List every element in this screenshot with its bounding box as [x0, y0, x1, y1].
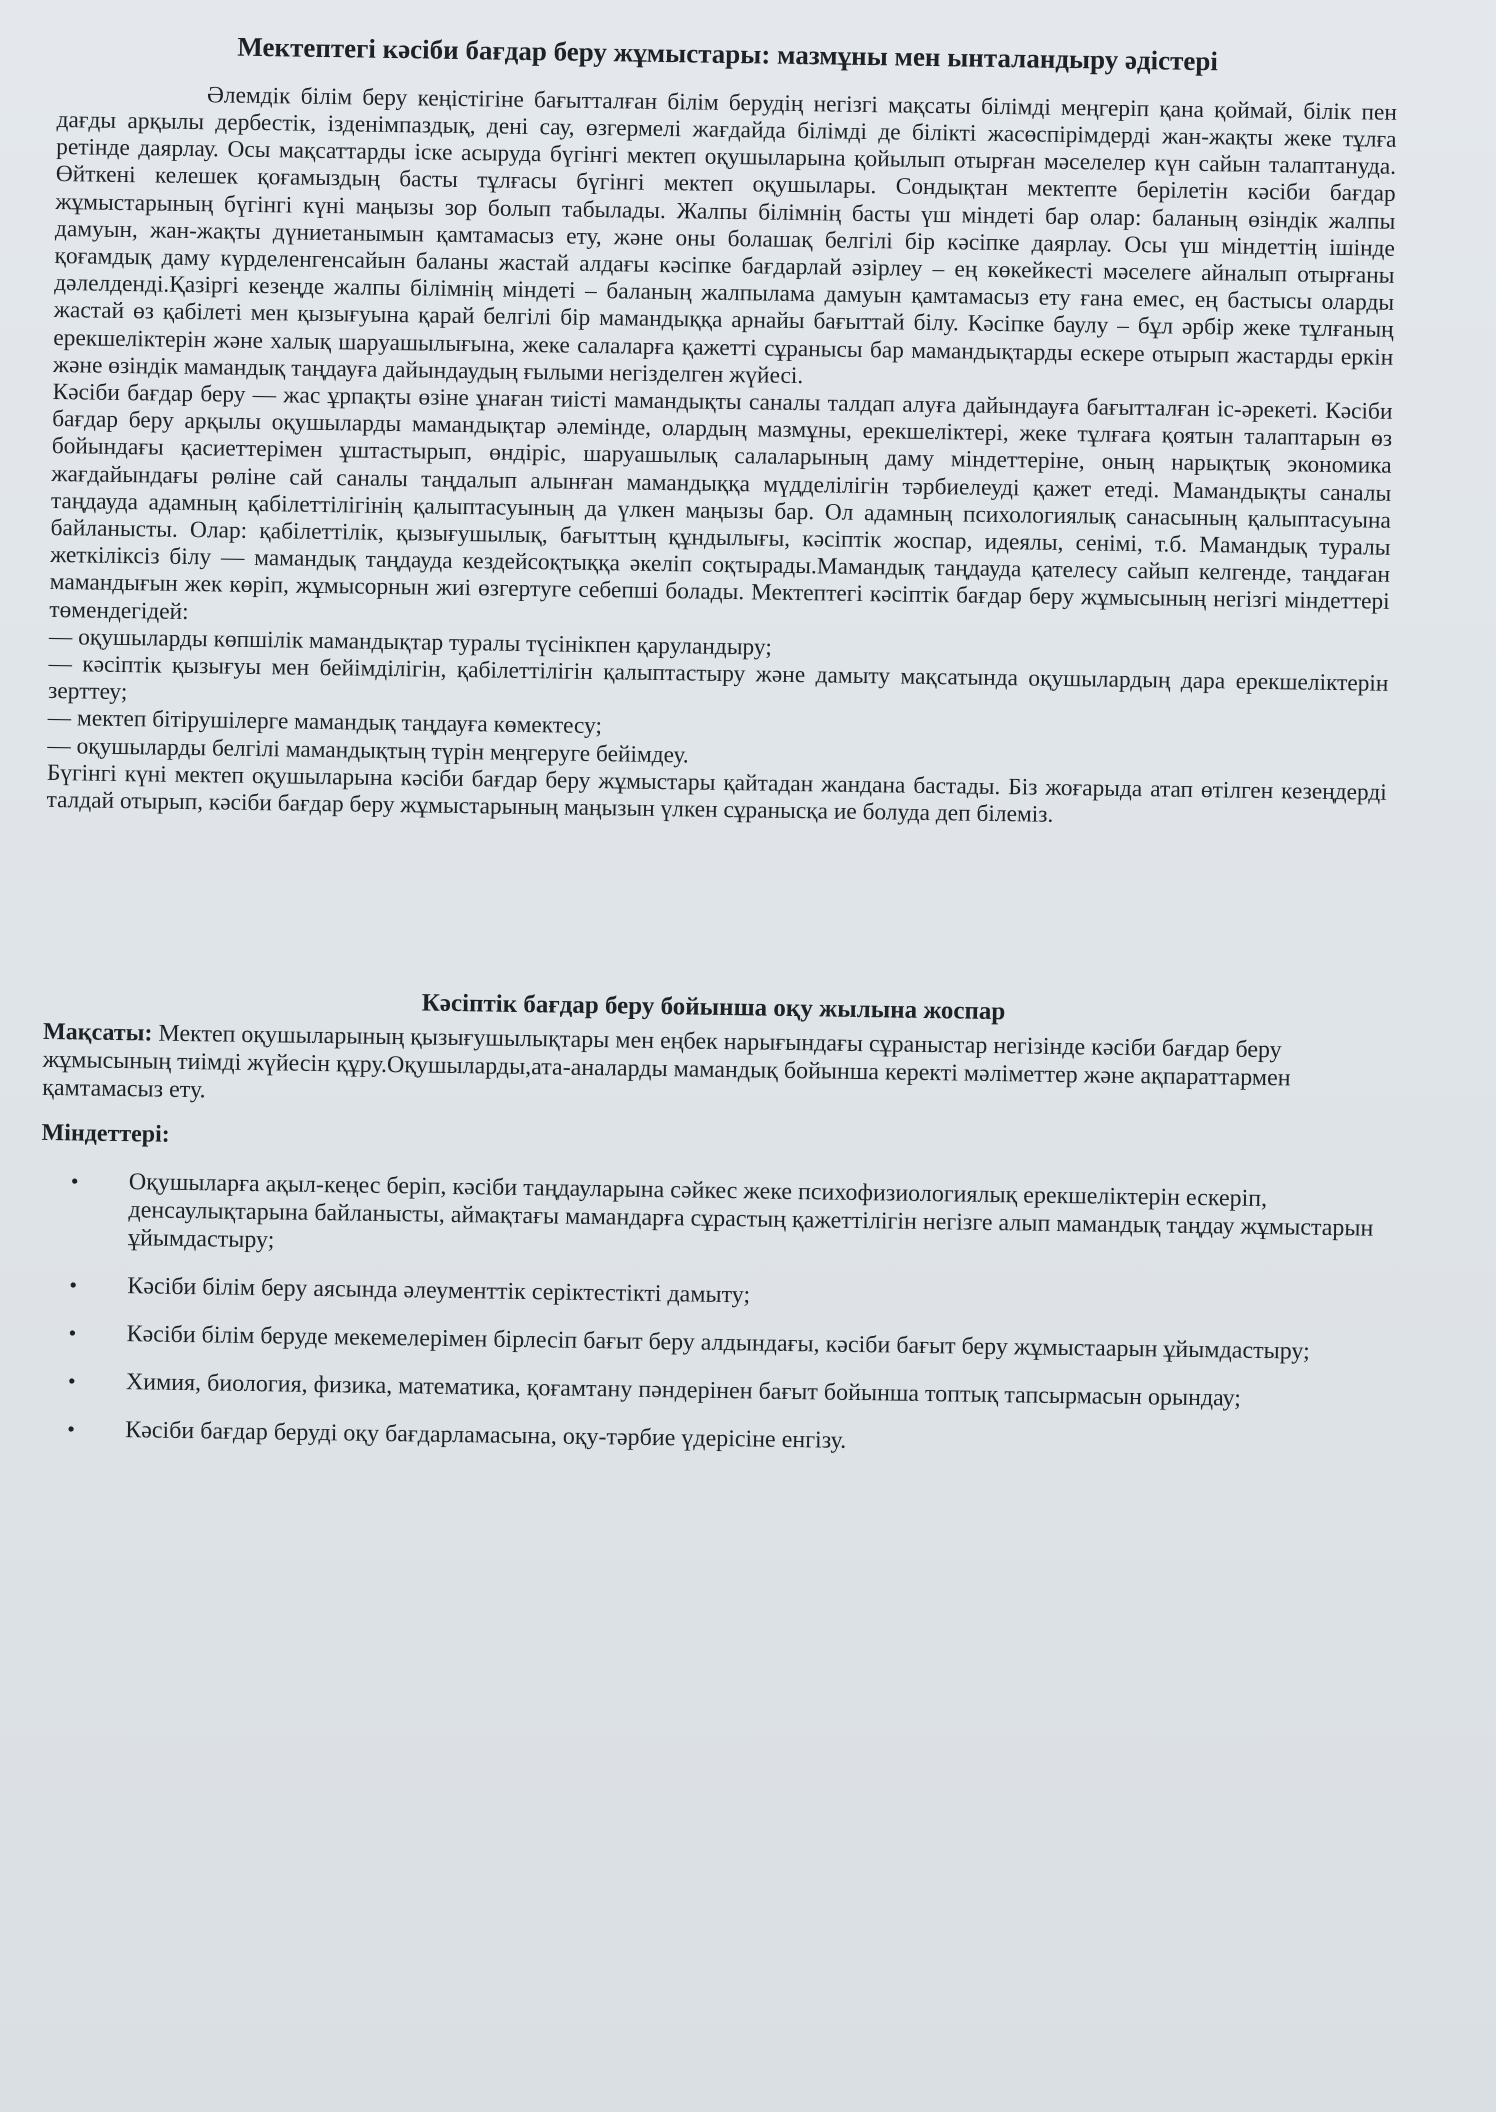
document-title: Мектептегі кәсіби бағдар беру жұмыстары: мазмұны мен ынталандыру әдістері: [237, 31, 1219, 77]
bullet-icon: •: [70, 1168, 79, 1194]
task-text: Химия, биология, физика, математика, қоғамтану пәндерінен бағыт бойынша топтық тапсырмасын орындау;: [125, 1369, 1242, 1412]
bullet-icon: •: [67, 1368, 76, 1394]
plan-title: Кәсіптік бағдар беру бойынша оқу жылына жоспар: [421, 989, 1006, 1026]
task-text: Оқушыларға ақыл-кеңес беріп, кәсіби таңдауларына сәйкес жеке психофизиологиялық ерекшеліктерін ескеріп, денсаулықтарына байланысты, аймақтағы мамандарға сұрастың қажеттілігін негізге алып мамандық таңдау жұмыстарын ұйымдастыру;: [127, 1169, 1374, 1254]
bullet-icon: •: [69, 1272, 78, 1298]
goal-text: Мектеп оқушыларының қызығушылықтары мен еңбек нарығындағы сұраныстар негізінде кәсіби бағдар беру жұмысының тиімді жүйесін құру.Оқушыларды,ата-аналарды мамандық бойынша керекті мәліметтер және ақпараттармен қамтамасыз ету.: [42, 1020, 1291, 1104]
task-item: [68, 1368, 1378, 1415]
task-text: Кәсіби білім беру аясында әлеументтік серіктестікті дамыту;: [127, 1273, 751, 1309]
task-item: [68, 1320, 1378, 1367]
paragraph-intro: Әлемдік білім беру кеңістігіне бағытталған білім берудің негізгі мақсаты білімді меңгеріп қана қоймай, білік пен дағды арқылы дербестік, ізденімпаздық, дені сау, өзгермелі жағдайда білімді де білікті жасөспірімдерді жан-жақты жеке тұлға ретінде даярлау. Осы мақсаттарды іске асыруда бүгінгі мектеп оқушыларына қойылып отырған мәселелер күн сайын талаптануда. Өйткені келешек қоғамыздың басты тұлғасы бүгінгі мектеп оқушылары. Сондықтан мектепте берілетін кәсіби бағдар жұмыстарының бүгінгі күні маңызы зор болып табылады. Жалпы білімнің басты үш міндеті бар олар: баланың өзіндік жалпы дамуын, жан-жақты дүниетанымын қамтамасыз ету, және оны болашақ белгілі бір кәсіпке даярлау. Осы үш міндеттің ішінде қоғамдық даму күрделенгенсайын баланы жастай алдағы кәсіпке бағдарлай әзірлеу – ең көкейкесті мәселеге айналып отырғаны дәлелденді.Қазіргі кезеңде жалпы білімнің міндеті – баланың жалпылама дамуын қамтамасыз ету ғана емес, ең бастысы оларды жастай өз қабілеті мен қызығуына қарай белгілі бір мамандыққа арнайы бағыттай білу. Кәсіпке баулу – бұл әрбір жеке тұлғаның ерекшеліктерін және халық шаруашылығына, жеке салаларға қажетті сұранысы бар мамандықтарды ескере отырып жастарды еркін және өзіндік мамандық таңдауға дайындаудың ғылыми негізделген жүйесі.: [52, 81, 1398, 389]
paragraph-career-guidance: Кәсіби бағдар беру — жас ұрпақты өзіне ұнаған тиісті мамандықты саналы талдап алуға дайындауға бағытталған іс-әрекеті. Кәсіби бағдар беру арқылы оқушыларды мамандықтар әлемінде, олардың мазмұны, ерекшеліктері, жеке тұлғаға қоятын талаптарын өз бойындағы қасиеттерімен ұштастырып, өндіріс, шаруашылық салаларының даму міндеттеріне, оның нарықтық экономика жағдайындағы рөліне сай саналы таңдалып алынған мамандыққа мүдделілігін тәрбиелеуді қажет етеді. Мамандықты саналы таңдауда адамның қабілеттілігінің қалыптасуының да үлкен маңызы бар. Ол адамның психологиялық санасының қалыптасуына байланысты. Олар: қабілеттілік, қызығушылық, бағыттың құндылығы, кәсіптік жоспар, идеялы, сенімі, т.б. Мамандық туралы жеткіліксіз білу — мамандық таңдауда кездейсоқтыққа әкеліп соқтырады.Мамандық таңдауда қателесу сайып келгенде, таңдаған мамандығын жек көріп, жұмысорнын жиі өзгертуге себепші болады. Мектептегі кәсіптік бағдар беру жұмысының негізгі міндеттері төмендегідей:: [49, 378, 1393, 625]
dash-item: — оқушыларды көпшілік мамандықтар туралы түсінікпен қаруландыру;: [48, 623, 772, 661]
bullet-icon: •: [68, 1320, 77, 1346]
page-content: [37, 28, 1398, 1483]
tasks-heading: Міндеттері:: [41, 1120, 170, 1149]
essay-body: [46, 80, 1397, 834]
task-text: Кәсіби білім беруде мекемелерімен бірлесіп бағыт беру алдындағы, кәсіби бағыт беру жұмыстаарын ұйымдастыру;: [126, 1321, 1310, 1365]
task-text: Кәсіби бағдар беруді оқу бағдарламасына, оқу-тәрбие үдерісіне енгізу.: [125, 1417, 847, 1455]
plan-section: [37, 984, 1384, 1463]
plan-goal: [42, 1018, 1383, 1122]
task-item: [67, 1416, 1377, 1463]
dash-item: — оқушыларды белгілі мамандықтың түрін меңгеруге бейімдеу.: [47, 732, 689, 769]
task-item: [69, 1272, 1379, 1319]
bullet-icon: •: [67, 1416, 76, 1442]
task-item: [70, 1168, 1381, 1271]
tasks-list: [37, 1167, 1381, 1463]
goal-label: Мақсаты:: [42, 1019, 153, 1047]
paragraph-closing: Бүгінгі күні мектеп оқушыларына кәсіби бағдар беру жұмыстары қайтадан жандана бастады. Біз жоғарыда атап өтілген кезеңдерді талдай отырып, кәсіби бағдар беру жұмыстарының маңызын үлкен сұранысқа ие болуда деп білеміз.: [46, 759, 1387, 828]
dash-item: — мектеп бітірушілерге мамандық таңдауға көмектесу;: [47, 705, 603, 740]
dash-item: — кәсіптік қызығуы мен бейімділігін, қабілеттілігін қалыптастыру және дамыту мақсатында оқушылардың дара ерекшеліктерін зерттеу;: [47, 650, 1389, 706]
